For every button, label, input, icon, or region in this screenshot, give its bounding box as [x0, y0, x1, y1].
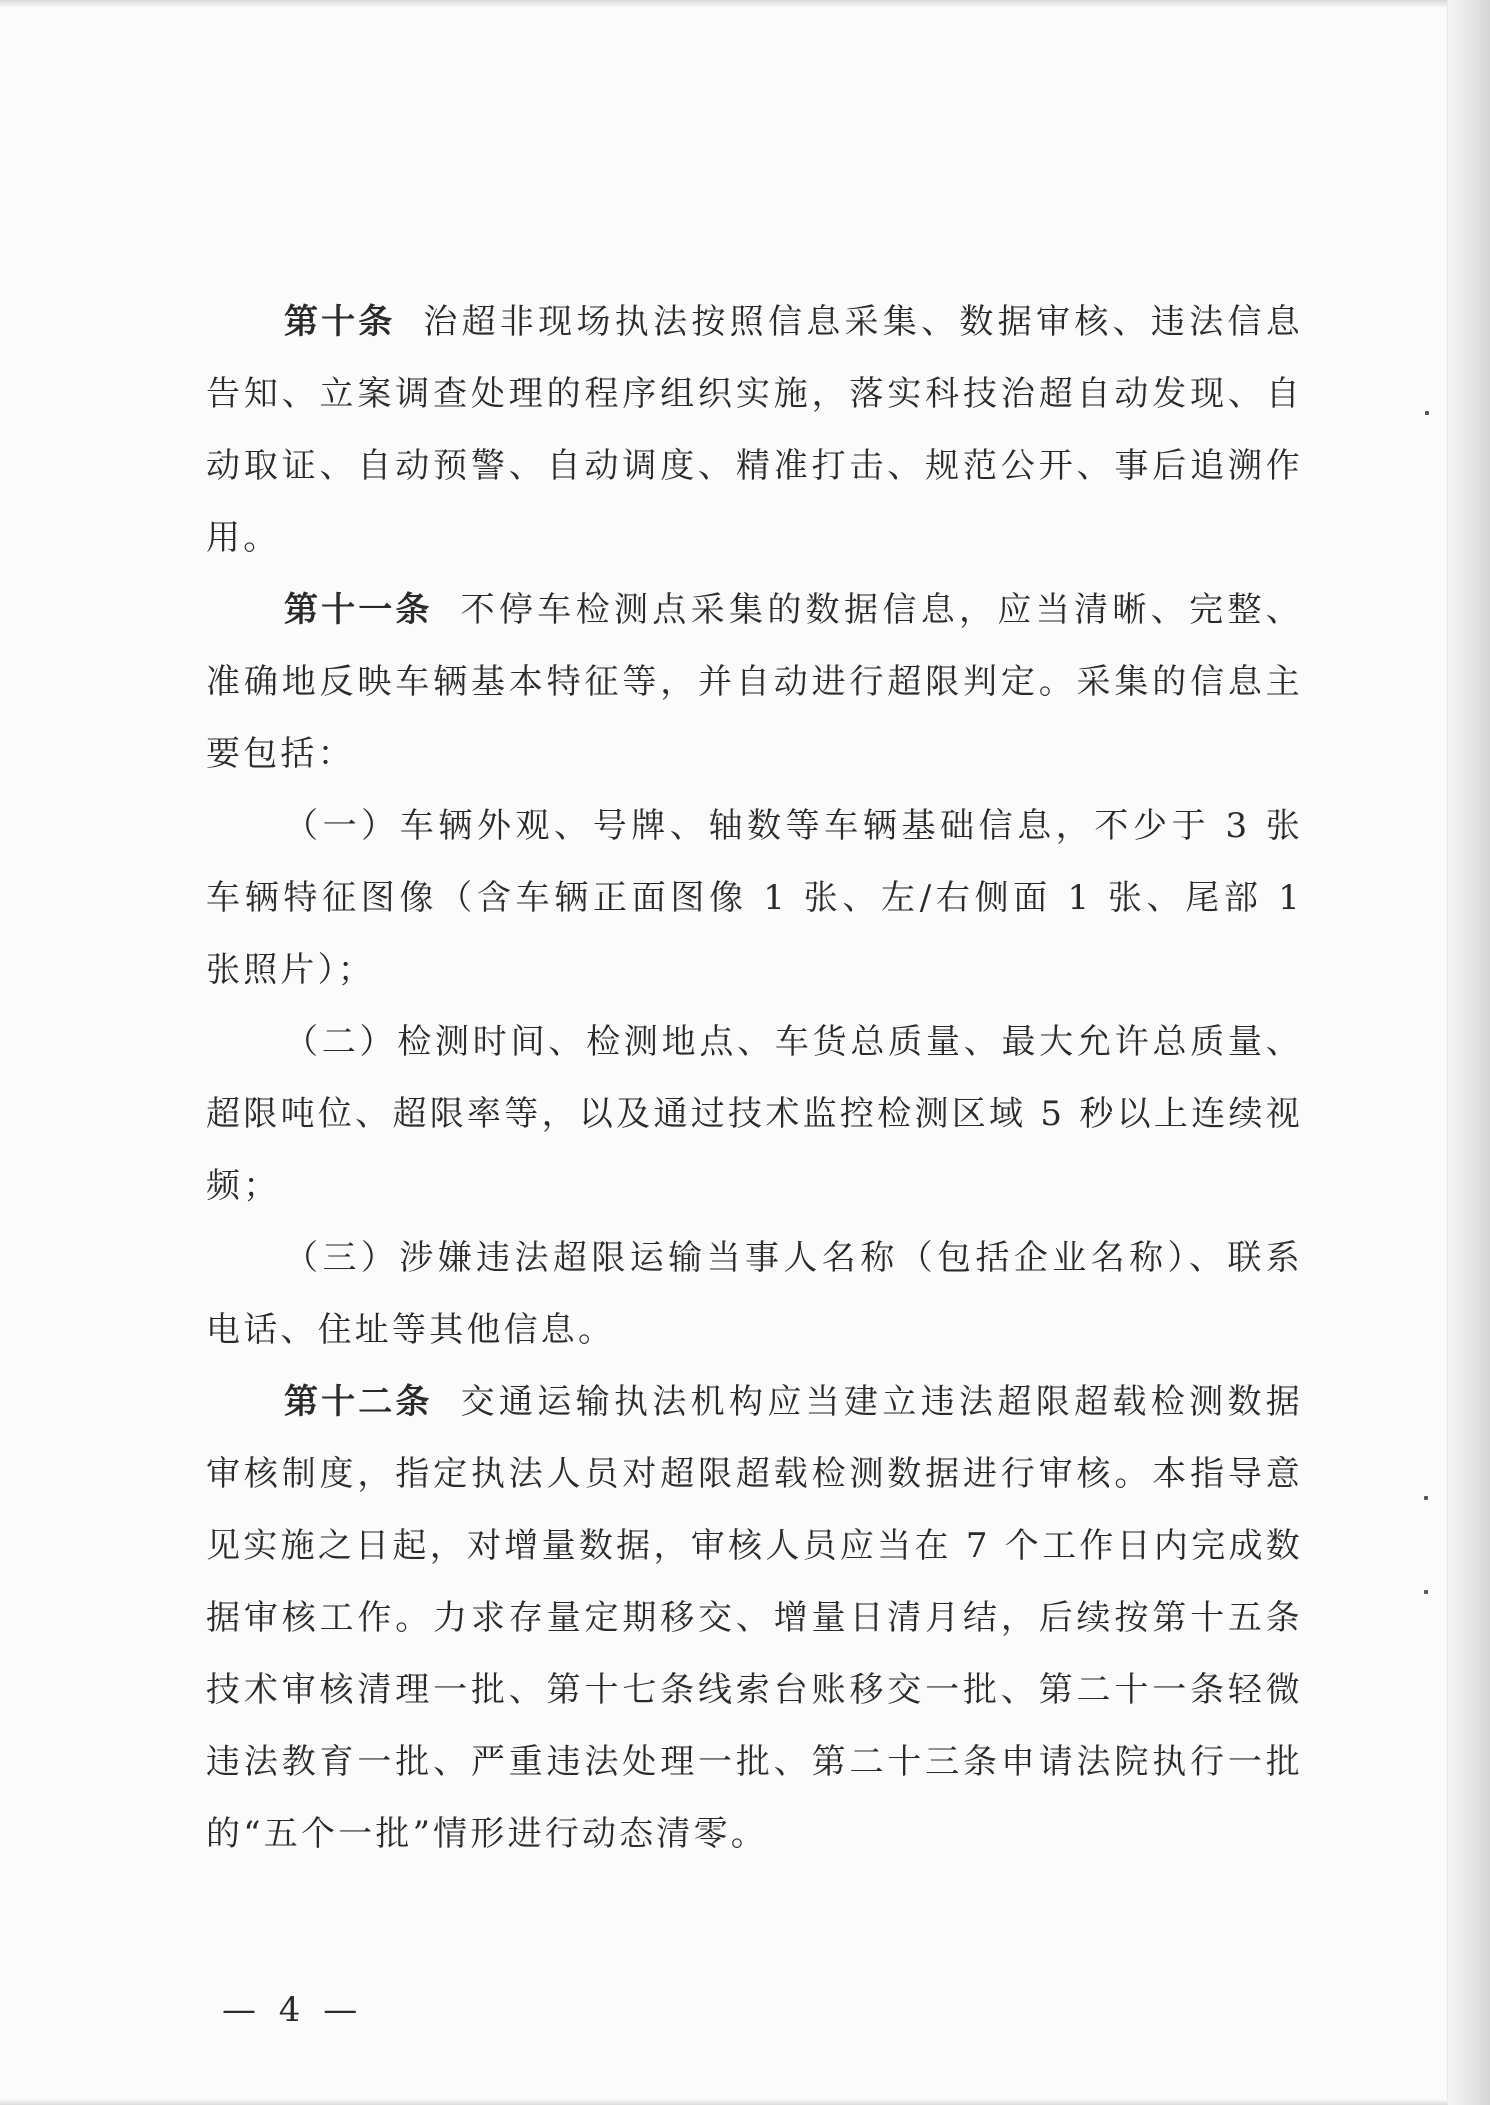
list-item-text: （二）检测时间、检测地点、车货总质量、最大允许总质量、超限吨位、超限率等，以及通过技术监控检测区域 5 秒以上连续视频； — [206, 1022, 1303, 1206]
article-heading: 第十二条 — [284, 1382, 433, 1422]
list-item-text: （三）涉嫌违法超限运输当事人名称（包括企业名称）、联系电话、住址等其他信息。 — [206, 1238, 1303, 1350]
list-item-text: （一）车辆外观、号牌、轴数等车辆基础信息，不少于 3 张车辆特征图像（含车辆正面图像 1 张、左/右侧面 1 张、尾部 1 张照片）； — [206, 806, 1303, 990]
list-item-paragraph — [206, 1222, 1303, 1366]
article-text: 不停车检测点采集的数据信息，应当清晰、完整、准确地反映车辆基本特征等，并自动进行超限判定。采集的信息主要包括： — [206, 590, 1303, 774]
scan-speck — [1424, 1496, 1428, 1500]
list-item-paragraph — [206, 1006, 1303, 1222]
article-10-paragraph — [206, 286, 1303, 574]
scan-speck — [1425, 411, 1429, 415]
article-text: 交通运输执法机构应当建立违法超限超载检测数据审核制度，指定执法人员对超限超载检测数据进行审核。本指导意见实施之日起，对增量数据，审核人员应当在 7 个工作日内完成数据审核工作。力求存量定期移交、增量日清月结，后续按第十五条技术审核清理一批、第十七条线索台账移交一批、第二十一条轻微违法教育一批、严重违法处理一批、第二十三条申请法院执行一批的“五个一批”情形进行动态清零。 — [206, 1382, 1303, 1854]
scan-right-edge — [1447, 0, 1490, 2105]
article-heading: 第十一条 — [284, 590, 433, 630]
scan-top-edge — [0, 0, 1448, 8]
article-heading: 第十条 — [284, 302, 396, 342]
document-body — [206, 286, 1303, 1870]
page-number: — 4 — — [222, 1990, 364, 2030]
article-12-paragraph — [206, 1366, 1303, 1870]
article-text: 治超非现场执法按照信息采集、数据审核、违法信息告知、立案调查处理的程序组织实施，落实科技治超自动发现、自动取证、自动预警、自动调度、精准打击、规范公开、事后追溯作用。 — [206, 302, 1303, 558]
scan-bottom-edge — [0, 2099, 1448, 2105]
article-11-paragraph — [206, 574, 1303, 790]
scan-speck — [1424, 1590, 1428, 1594]
list-item-paragraph — [206, 790, 1303, 1006]
